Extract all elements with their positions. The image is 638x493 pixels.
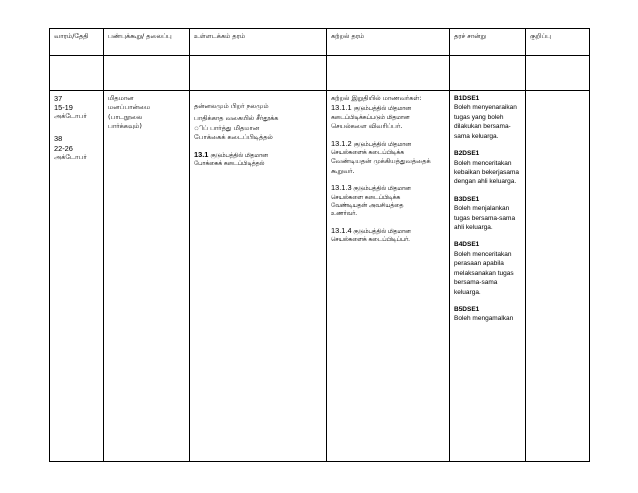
week-2-number: 38 (54, 134, 63, 144)
evidence-code: B1DSE1 (454, 95, 480, 102)
content-intro: தன்னலமும் பிறர் நலமும் (194, 102, 269, 110)
evidence-text: Boleh menyenaraikan tugas yang boleh dilakukan bersama-sama keluarga. (454, 104, 517, 140)
standard-line: குடும்பத்தில் மிதமான (353, 228, 411, 235)
lesson-plan-table (49, 28, 590, 462)
week-2-dates: 22-26 (54, 143, 73, 153)
blank-cell (450, 56, 526, 91)
content-code-text: குடும்பத்தில் மிதமான (210, 152, 268, 159)
topic-cell (104, 91, 190, 462)
week-1-number: 37 (54, 94, 63, 103)
blank-cell (190, 56, 327, 91)
standard-line: கடைப்பிடிக்கப்படும் மிதமான (331, 114, 410, 121)
standard-line: செயல்களைக் கடைப்பிடிக்க (331, 150, 404, 157)
standard-line: செயல்களை விவரிப்பர். (331, 122, 403, 131)
standard-line: குடும்பத்தில் மிதமான (353, 141, 411, 148)
learning-intro: கற்றல் இறுதியில் மாணவர்கள்: (331, 94, 422, 102)
evidence-code: B3DSE1 (454, 195, 480, 203)
evidence-cell (450, 91, 526, 462)
evidence-level-1 (454, 94, 521, 141)
standard-line: குடும்பத்தில் மிதமான (353, 106, 411, 113)
topic-line: மனப்பான்மை (108, 103, 151, 112)
standard-line: குடும்பத்தில் மிதமான (353, 186, 411, 193)
evidence-level-3 (454, 195, 521, 233)
content-code: 13.1 (194, 149, 209, 159)
week-1-dates: 15-19 (54, 103, 73, 113)
evidence-text: Boleh menceritakan perasaan apabila melaksanakan tugas bersama-sama keluarga. (454, 250, 514, 296)
topic-line: பார்க்கவும்) (108, 122, 142, 131)
week-cell (50, 91, 104, 462)
notes-cell (526, 91, 590, 462)
blank-cell (327, 56, 450, 91)
standard-line: கூறுவர். (331, 166, 355, 175)
content-intro: பாதிக்காத வகையில் சீர்தூக்க (194, 114, 279, 123)
blank-cell (104, 56, 190, 91)
standard-line: உணர்வர். (331, 211, 358, 218)
content-standard-13-1 (194, 150, 322, 160)
evidence-code: B2DSE1 (454, 150, 480, 158)
standard-13-1-2-code: 13.1.2 (331, 138, 352, 148)
evidence-code: B5DSE1 (454, 306, 480, 314)
blank-cell (50, 56, 104, 91)
evidence-code: B4DSE1 (454, 241, 480, 249)
header-topic: பண்புக்கூறு/ தலைப்பு (104, 29, 190, 56)
evidence-level-2 (454, 149, 521, 187)
week-2-month: அக்டோபர் (54, 152, 87, 161)
header-notes: குறிப்பு (526, 29, 590, 56)
topic-line: மிதமான (108, 94, 134, 102)
blank-cell (526, 56, 590, 91)
standard-line: வேண்டியதன் முக்கியத்துவத்தைக் (331, 157, 431, 166)
content-code-text: போக்கைக் கடைப்பிடித்தல் (194, 161, 265, 168)
blank-row (50, 56, 590, 91)
header-week: வாரம்/தேதி (50, 29, 104, 56)
content-intro: ிப் பார்த்து மிதமான (194, 123, 260, 132)
learning-standard-cell (327, 91, 450, 462)
standard-13-1-3-code: 13.1.3 (331, 183, 352, 193)
content-intro: போக்கைக் கடைப்பிடித்தல் (194, 133, 273, 142)
topic-line: (பாடநூலை (108, 112, 143, 121)
standard-line: வேண்டியதன் அவசியத்தை (331, 203, 404, 210)
standard-13-1-1-code: 13.1.1 (331, 103, 352, 113)
header-learning-standard: கற்றல் தரம் (327, 29, 450, 56)
evidence-level-4 (454, 240, 521, 297)
header-evidence: தரச் சான்று (450, 29, 526, 56)
evidence-text: Boleh mengamalkan (454, 315, 514, 323)
evidence-text: Boleh menjalankan tugas bersama-sama ahli keluarga. (454, 205, 516, 232)
standard-line: செயல்களைக் கடைப்பிடிப்பர். (331, 237, 410, 244)
header-content-standard: உள்ளடக்கம் தரம் (190, 29, 327, 56)
evidence-text: Boleh menceritakan kebaikan bekerjasama dengan ahli keluarga. (454, 159, 520, 186)
standard-13-1-4-code: 13.1.4 (331, 225, 352, 235)
lesson-row (50, 91, 590, 462)
content-standard-cell (190, 91, 327, 462)
header-row (50, 29, 590, 56)
standard-line: செயல்களை கடைப்பிடிக்க (331, 194, 401, 201)
week-1-month: அக்டோபர் (54, 112, 87, 121)
evidence-level-5 (454, 305, 521, 324)
